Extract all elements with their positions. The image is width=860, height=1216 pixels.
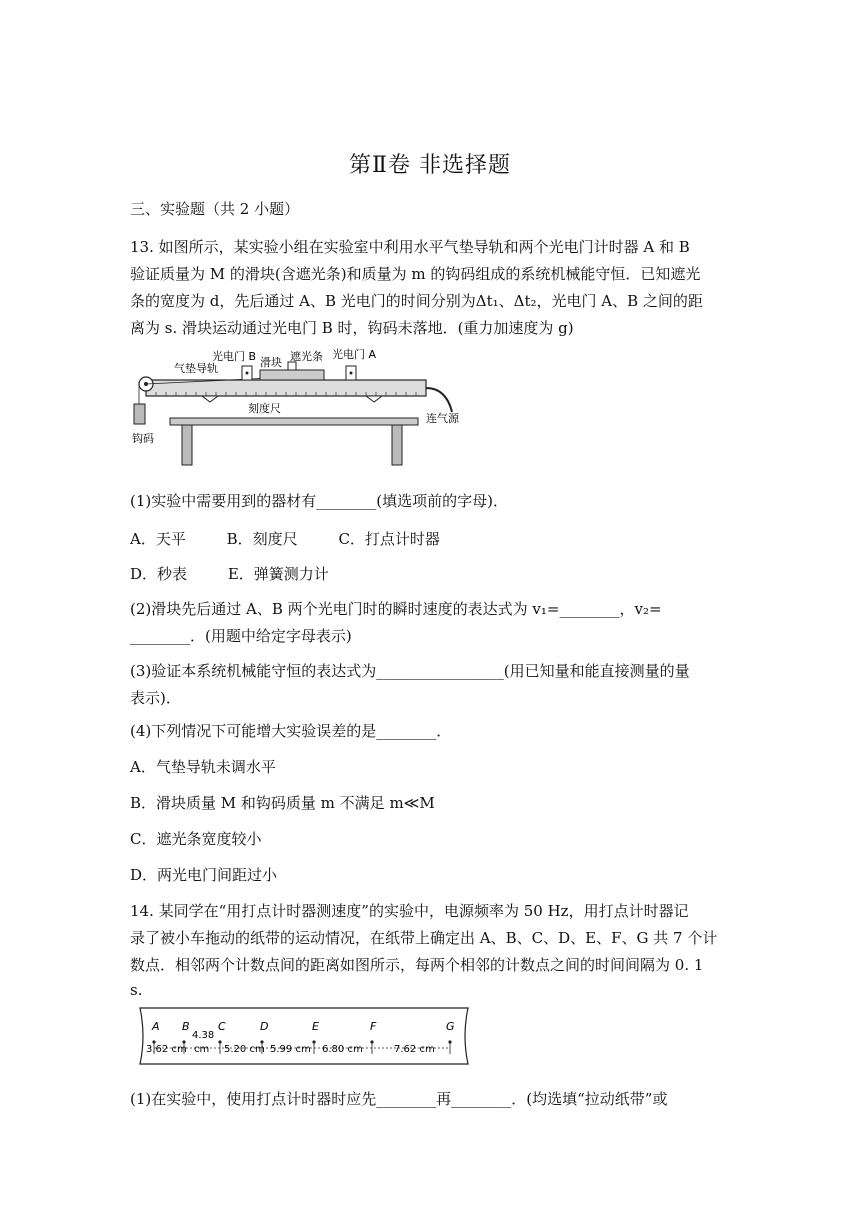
q13-part-2-line-1: (2)滑块先后通过 A、B 两个光电门时的瞬时速度的表达式为 v₁=________，v₂=	[130, 600, 662, 618]
tape-seg-bc-bottom: cm	[194, 1044, 210, 1055]
q13-line-4: 离为 s. 滑块运动通过光电门 B 时，钩码未落地．(重力加速度为 g)	[130, 319, 574, 337]
q13-part-3-line-1: (3)验证本系统机械能守恒的表达式为_________________(用已知量和能直接测量的量	[130, 662, 690, 680]
label-gate-a: 光电门 A	[332, 348, 377, 361]
tape-point-d: D	[260, 1020, 269, 1033]
q13-part-4-option-b: B．滑块质量 M 和钩码质量 m 不满足 m≪M	[130, 794, 435, 812]
tape-point-b: B	[182, 1020, 190, 1033]
q13-part-4: (4)下列情况下可能增大实验误差的是________．	[130, 722, 452, 740]
page-title: 第Ⅱ卷 非选择题	[349, 153, 511, 178]
q13-part-3-line-2: 表示)．	[130, 689, 181, 707]
q13-line-2: 验证质量为 M 的滑块(含遮光条)和质量为 m 的钩码组成的系统机械能守恒．已知遮光	[130, 265, 701, 283]
tape-seg-ef: 6.80 cm	[322, 1044, 363, 1055]
tape-point-f: F	[370, 1020, 377, 1033]
option-a: A．天平	[130, 530, 186, 548]
section-heading: 三、实验题（共 2 小题）	[130, 200, 300, 218]
tape-seg-cd: 5.20 cm	[224, 1044, 265, 1055]
q14-part-1: (1)在实验中，使用打点计时器时应先________再________．(均选填“拉动纸带”或	[130, 1090, 668, 1108]
air-track-diagram	[132, 344, 472, 468]
label-air: 连气源	[426, 412, 459, 425]
label-weight: 钩码	[132, 432, 154, 445]
label-gate-b: 光电门 B	[212, 350, 257, 363]
q13-part-1-options-row-1	[130, 528, 476, 549]
label-shade: 遮光条	[290, 350, 323, 363]
tape-seg-ab: 3.62 cm	[146, 1044, 187, 1055]
paper-tape-diagram	[132, 1004, 472, 1068]
tape-point-a: A	[152, 1020, 160, 1033]
tape-seg-bc-top: 4.38	[192, 1030, 215, 1041]
tape-point-g: G	[446, 1020, 455, 1033]
q13-part-1: (1)实验中需要用到的器材有________(填选项前的字母)．	[130, 492, 508, 510]
option-b: B．刻度尺	[226, 530, 298, 548]
q13-part-4-option-a: A．气垫导轨未调水平	[130, 758, 276, 776]
tape-point-c: C	[218, 1020, 226, 1033]
tape-point-e: E	[312, 1020, 319, 1033]
q14-line-1: 14. 某同学在“用打点计时器测速度”的实验中，电源频率为 50 Hz，用打点计时器记	[130, 902, 689, 920]
option-e: E．弹簧测力计	[227, 565, 329, 583]
q14-line-2: 录了被小车拖动的纸带的运动情况，在纸带上确定出 A、B、C、D、E、F、G 共 7 个计	[130, 929, 718, 947]
q13-part-1-options-row-2	[130, 563, 365, 584]
label-rail: 气垫导轨	[174, 362, 218, 375]
q13-line-3: 条的宽度为 d，先后通过 A、B 光电门的时间分别为Δt₁、Δt₂，光电门 A、B 之间的距	[130, 292, 703, 310]
q13-part-2-line-2: ________．(用题中给定字母表示)	[130, 627, 352, 645]
q13-part-4-option-c: C．遮光条宽度较小	[130, 830, 262, 848]
q14-line-3: 数点．相邻两个计数点间的距离如图所示，每两个相邻的计数点之间的时间间隔为 0. 1	[130, 956, 704, 974]
option-d: D．秒表	[130, 565, 188, 583]
tape-seg-de: 5.99 cm	[270, 1044, 311, 1055]
tape-seg-fg: 7.62 cm	[394, 1044, 435, 1055]
q13-part-4-option-d: D．两光电门间距过小	[130, 866, 278, 884]
option-c: C．打点计时器	[338, 530, 440, 548]
q13-line-1: 13. 如图所示，某实验小组在实验室中利用水平气垫导轨和两个光电门计时器 A 和 B	[130, 238, 690, 256]
label-slider: 滑块	[260, 356, 282, 369]
label-scale: 刻度尺	[248, 402, 281, 415]
q14-line-4: s.	[130, 981, 143, 999]
